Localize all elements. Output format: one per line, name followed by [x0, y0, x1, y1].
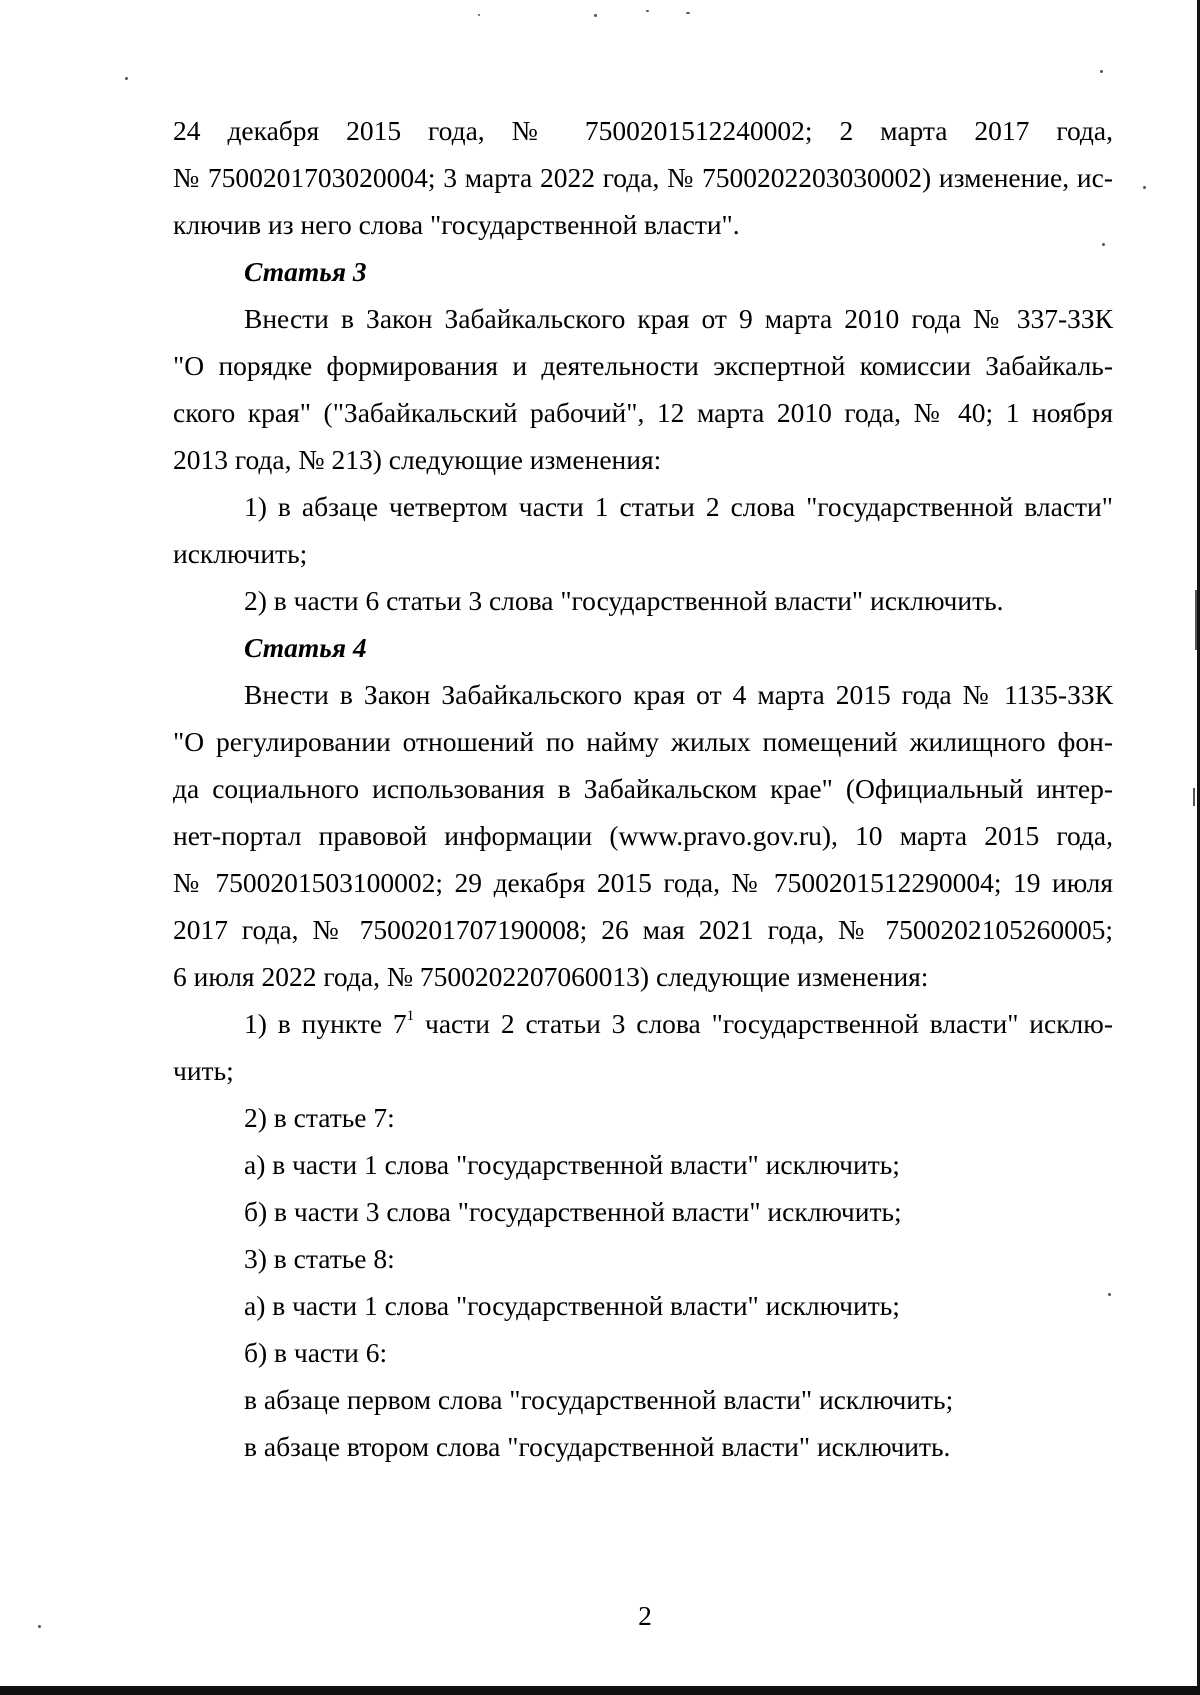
text-fragment: части 2 статьи 3 слова "государственной власти" исклю- [414, 1008, 1113, 1039]
text-line: а) в части 1 слова "государственной власти" исключить; [244, 1290, 900, 1321]
article-3-heading: Статья 3 [244, 256, 367, 287]
text-line: чить; [173, 1055, 234, 1086]
text-line: "О порядке формирования и деятельности экспертной комиссии Забайкаль- [173, 350, 1113, 381]
document-body [173, 107, 1113, 1470]
superscript: 1 [406, 1008, 415, 1024]
text-line [173, 1000, 1113, 1047]
text-line: нет-портал правовой информации (www.pravo.gov.ru), 10 марта 2015 года, [173, 820, 1113, 851]
scan-speck [1143, 186, 1146, 189]
scan-edge-bottom [0, 1686, 1200, 1695]
scan-speck [594, 14, 597, 17]
text-line: 2013 года, № 213) следующие изменения: [173, 444, 662, 475]
scan-speck [646, 10, 649, 12]
text-line: 6 июля 2022 года, № 7500202207060013) следующие изменения: [173, 961, 929, 992]
text-line: 1) в абзаце четвертом части 1 статьи 2 слова "государственной власти" [244, 491, 1113, 522]
text-line: б) в части 3 слова "государственной власти" исключить; [244, 1196, 902, 1227]
text-line: ского края" ("Забайкальский рабочий", 12 марта 2010 года, № 40; 1 ноября [173, 397, 1113, 428]
text-line: исключить; [173, 538, 308, 569]
text-line: Внести в Закон Забайкальского края от 9 марта 2010 года № 337-ЗЗК [244, 303, 1113, 334]
text-line: № 7500201503100002; 29 декабря 2015 года, № 7500201512290004; 19 июля [173, 867, 1113, 898]
text-line: 2) в статье 7: [244, 1102, 395, 1133]
scan-speck [1100, 70, 1103, 73]
scan-speck [686, 12, 690, 14]
scan-speck [478, 14, 480, 16]
text-line: в абзаце втором слова "государственной власти" исключить. [244, 1431, 951, 1462]
text-fragment: 1) в пункте 7 [244, 1008, 407, 1039]
text-line: 2) в части 6 статьи 3 слова "государственной власти" исключить. [244, 585, 1004, 616]
text-line: 24 декабря 2015 года, № 7500201512240002; 2 марта 2017 года, [173, 115, 1113, 146]
text-line: б) в части 6: [244, 1337, 388, 1368]
text-line: да социального использования в Забайкальском крае" (Официальный интер- [173, 773, 1113, 804]
article-4-heading: Статья 4 [244, 632, 367, 663]
scan-speck [125, 77, 128, 80]
text-line: 2017 года, № 7500201707190008; 26 мая 2021 года, № 7500202105260005; [173, 914, 1113, 945]
page-number: 2 [638, 1600, 652, 1631]
text-line: 3) в статье 8: [244, 1243, 395, 1274]
text-line: "О регулировании отношений по найму жилых помещений жилищного фон- [173, 726, 1113, 757]
scan-speck [1195, 590, 1197, 650]
scan-speck [1193, 788, 1195, 806]
text-line: в абзаце первом слова "государственной власти" исключить; [244, 1384, 954, 1415]
text-line: № 7500201703020004; 3 марта 2022 года, № 7500202203030002) изменение, ис- [173, 162, 1113, 193]
text-line: ключив из него слова "государственной власти". [173, 209, 740, 240]
text-line: а) в части 1 слова "государственной власти" исключить; [244, 1149, 900, 1180]
text-line: Внести в Закон Забайкальского края от 4 марта 2015 года № 1135-ЗЗК [244, 679, 1113, 710]
